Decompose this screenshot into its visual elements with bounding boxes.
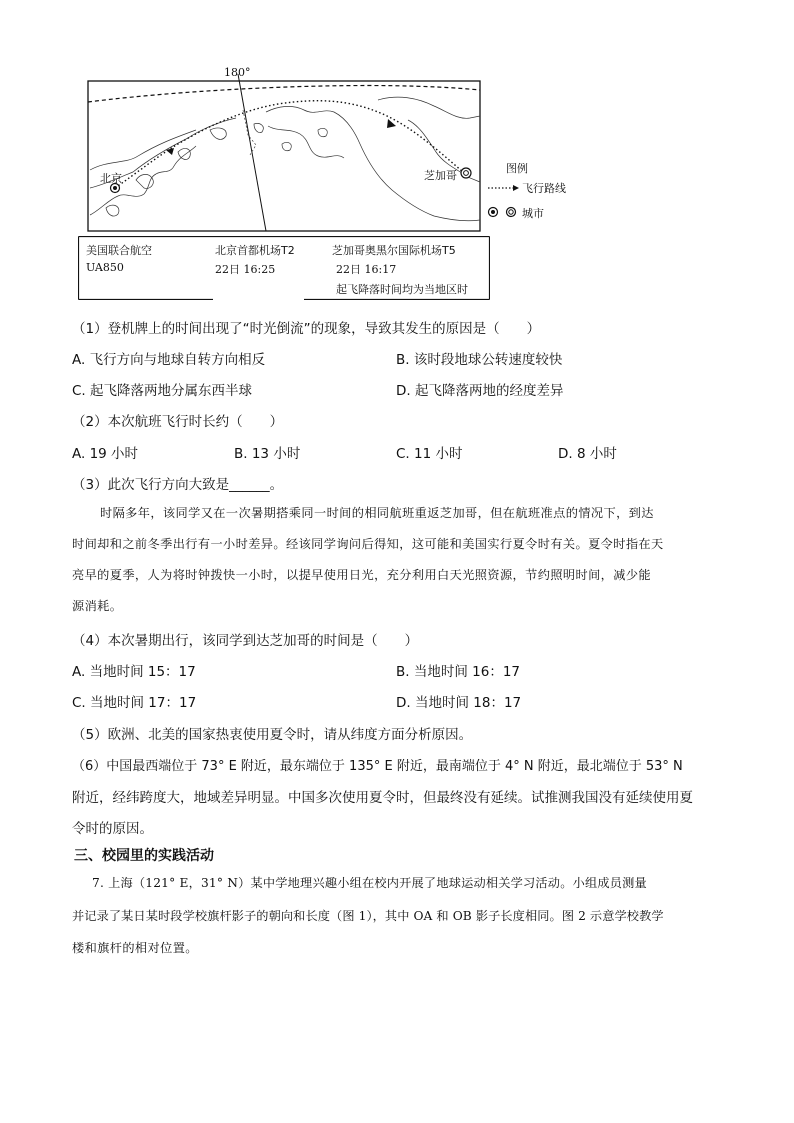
passage-line-2: 时间却和之前冬季出行有一小时差异。经该同学询问后得知，这可能和美国实行夏令时有关。夏令时指在天 [72, 537, 664, 551]
departure-airport: 北京首都机场T2 [215, 244, 295, 257]
city-beijing-label: 北京 [100, 172, 122, 185]
q4-stem: （4）本次暑期出行，该同学到达芝加哥的时间是（ ） [72, 633, 419, 649]
arrival-airport: 芝加哥奥黑尔国际机场T5 [332, 244, 456, 257]
flight-number: UA850 [86, 261, 124, 274]
arrival-time: 22日 16:17 [336, 263, 397, 276]
city-chicago-label: 芝加哥 [424, 169, 457, 182]
q2-option-b[interactable]: B. 13 小时 [234, 446, 301, 462]
q7-line-2: 并记录了某日某时段学校旗杆影子的朝向和长度（图 1），其中 OA 和 OB 影子长度相同。图 2 示意学校教学 [72, 909, 664, 923]
passage-line-4: 源消耗。 [72, 599, 123, 613]
q1-option-b[interactable]: B. 该时段地球公转速度较快 [396, 352, 563, 368]
q6-line-1: （6）中国最西端位于 73° E 附近，最东端位于 135° E 附近，最南端位于 4° N 附近，最北端位于 53° N [72, 759, 683, 774]
q1-option-d[interactable]: D. 起飞降落两地的经度差异 [396, 383, 564, 399]
time-note: 起飞降落时间均为当地区时 [336, 283, 468, 296]
q1-stem: （1）登机牌上的时间出现了“时光倒流”的现象，导致其发生的原因是（ ） [72, 321, 541, 337]
q2-option-d[interactable]: D. 8 小时 [558, 446, 617, 462]
q2-option-a[interactable]: A. 19 小时 [72, 446, 139, 462]
q3-stem: （3）此次飞行方向大致是______。 [72, 477, 284, 493]
q7-line-1: 7. 上海（121° E，31° N）某中学地理兴趣小组在校内开展了地球运动相关学习活动。小组成员测量 [92, 876, 647, 890]
q4-option-c[interactable]: C. 当地时间 17：17 [72, 695, 197, 711]
q6-line-3: 令时的原因。 [72, 821, 153, 837]
meridian-180-label: 180° [224, 66, 251, 79]
flight-map [78, 60, 588, 240]
boarding-info-box [78, 236, 490, 300]
departure-time: 22日 16:25 [215, 263, 276, 276]
flight-map-figure [78, 60, 588, 240]
legend-city-label: 城市 [522, 207, 544, 220]
legend-title: 图例 [506, 162, 528, 175]
legend-route-label: 飞行路线 [522, 182, 566, 195]
q2-option-c[interactable]: C. 11 小时 [396, 446, 463, 462]
airline-name: 美国联合航空 [86, 244, 152, 257]
q4-option-d[interactable]: D. 当地时间 18：17 [396, 695, 522, 711]
q4-option-a[interactable]: A. 当地时间 15：17 [72, 664, 196, 680]
q6-line-2: 附近，经纬跨度大，地域差异明显。中国多次使用夏令时，但最终没有延续。试推测我国没有延续使用夏 [72, 790, 693, 806]
q2-stem: （2）本次航班飞行时长约（ ） [72, 414, 284, 430]
q5-stem: （5）欧洲、北美的国家热衷使用夏令时，请从纬度方面分析原因。 [72, 727, 473, 743]
q1-option-c[interactable]: C. 起飞降落两地分属东西半球 [72, 383, 253, 399]
section-3-title: 三、校园里的实践活动 [74, 848, 214, 864]
passage-line-3: 亮早的夏季，人为将时钟拨快一小时，以提早使用日光，充分利用白天光照资源，节约照明时间，减少能 [72, 568, 652, 582]
q1-option-a[interactable]: A. 飞行方向与地球自转方向相反 [72, 352, 266, 368]
q7-line-3: 楼和旗杆的相对位置。 [72, 941, 198, 955]
passage-line-1: 时隔多年，该同学又在一次暑期搭乘同一时间的相同航班重返芝加哥，但在航班准点的情况下，到达 [100, 506, 654, 520]
q4-option-b[interactable]: B. 当地时间 16：17 [396, 664, 520, 680]
